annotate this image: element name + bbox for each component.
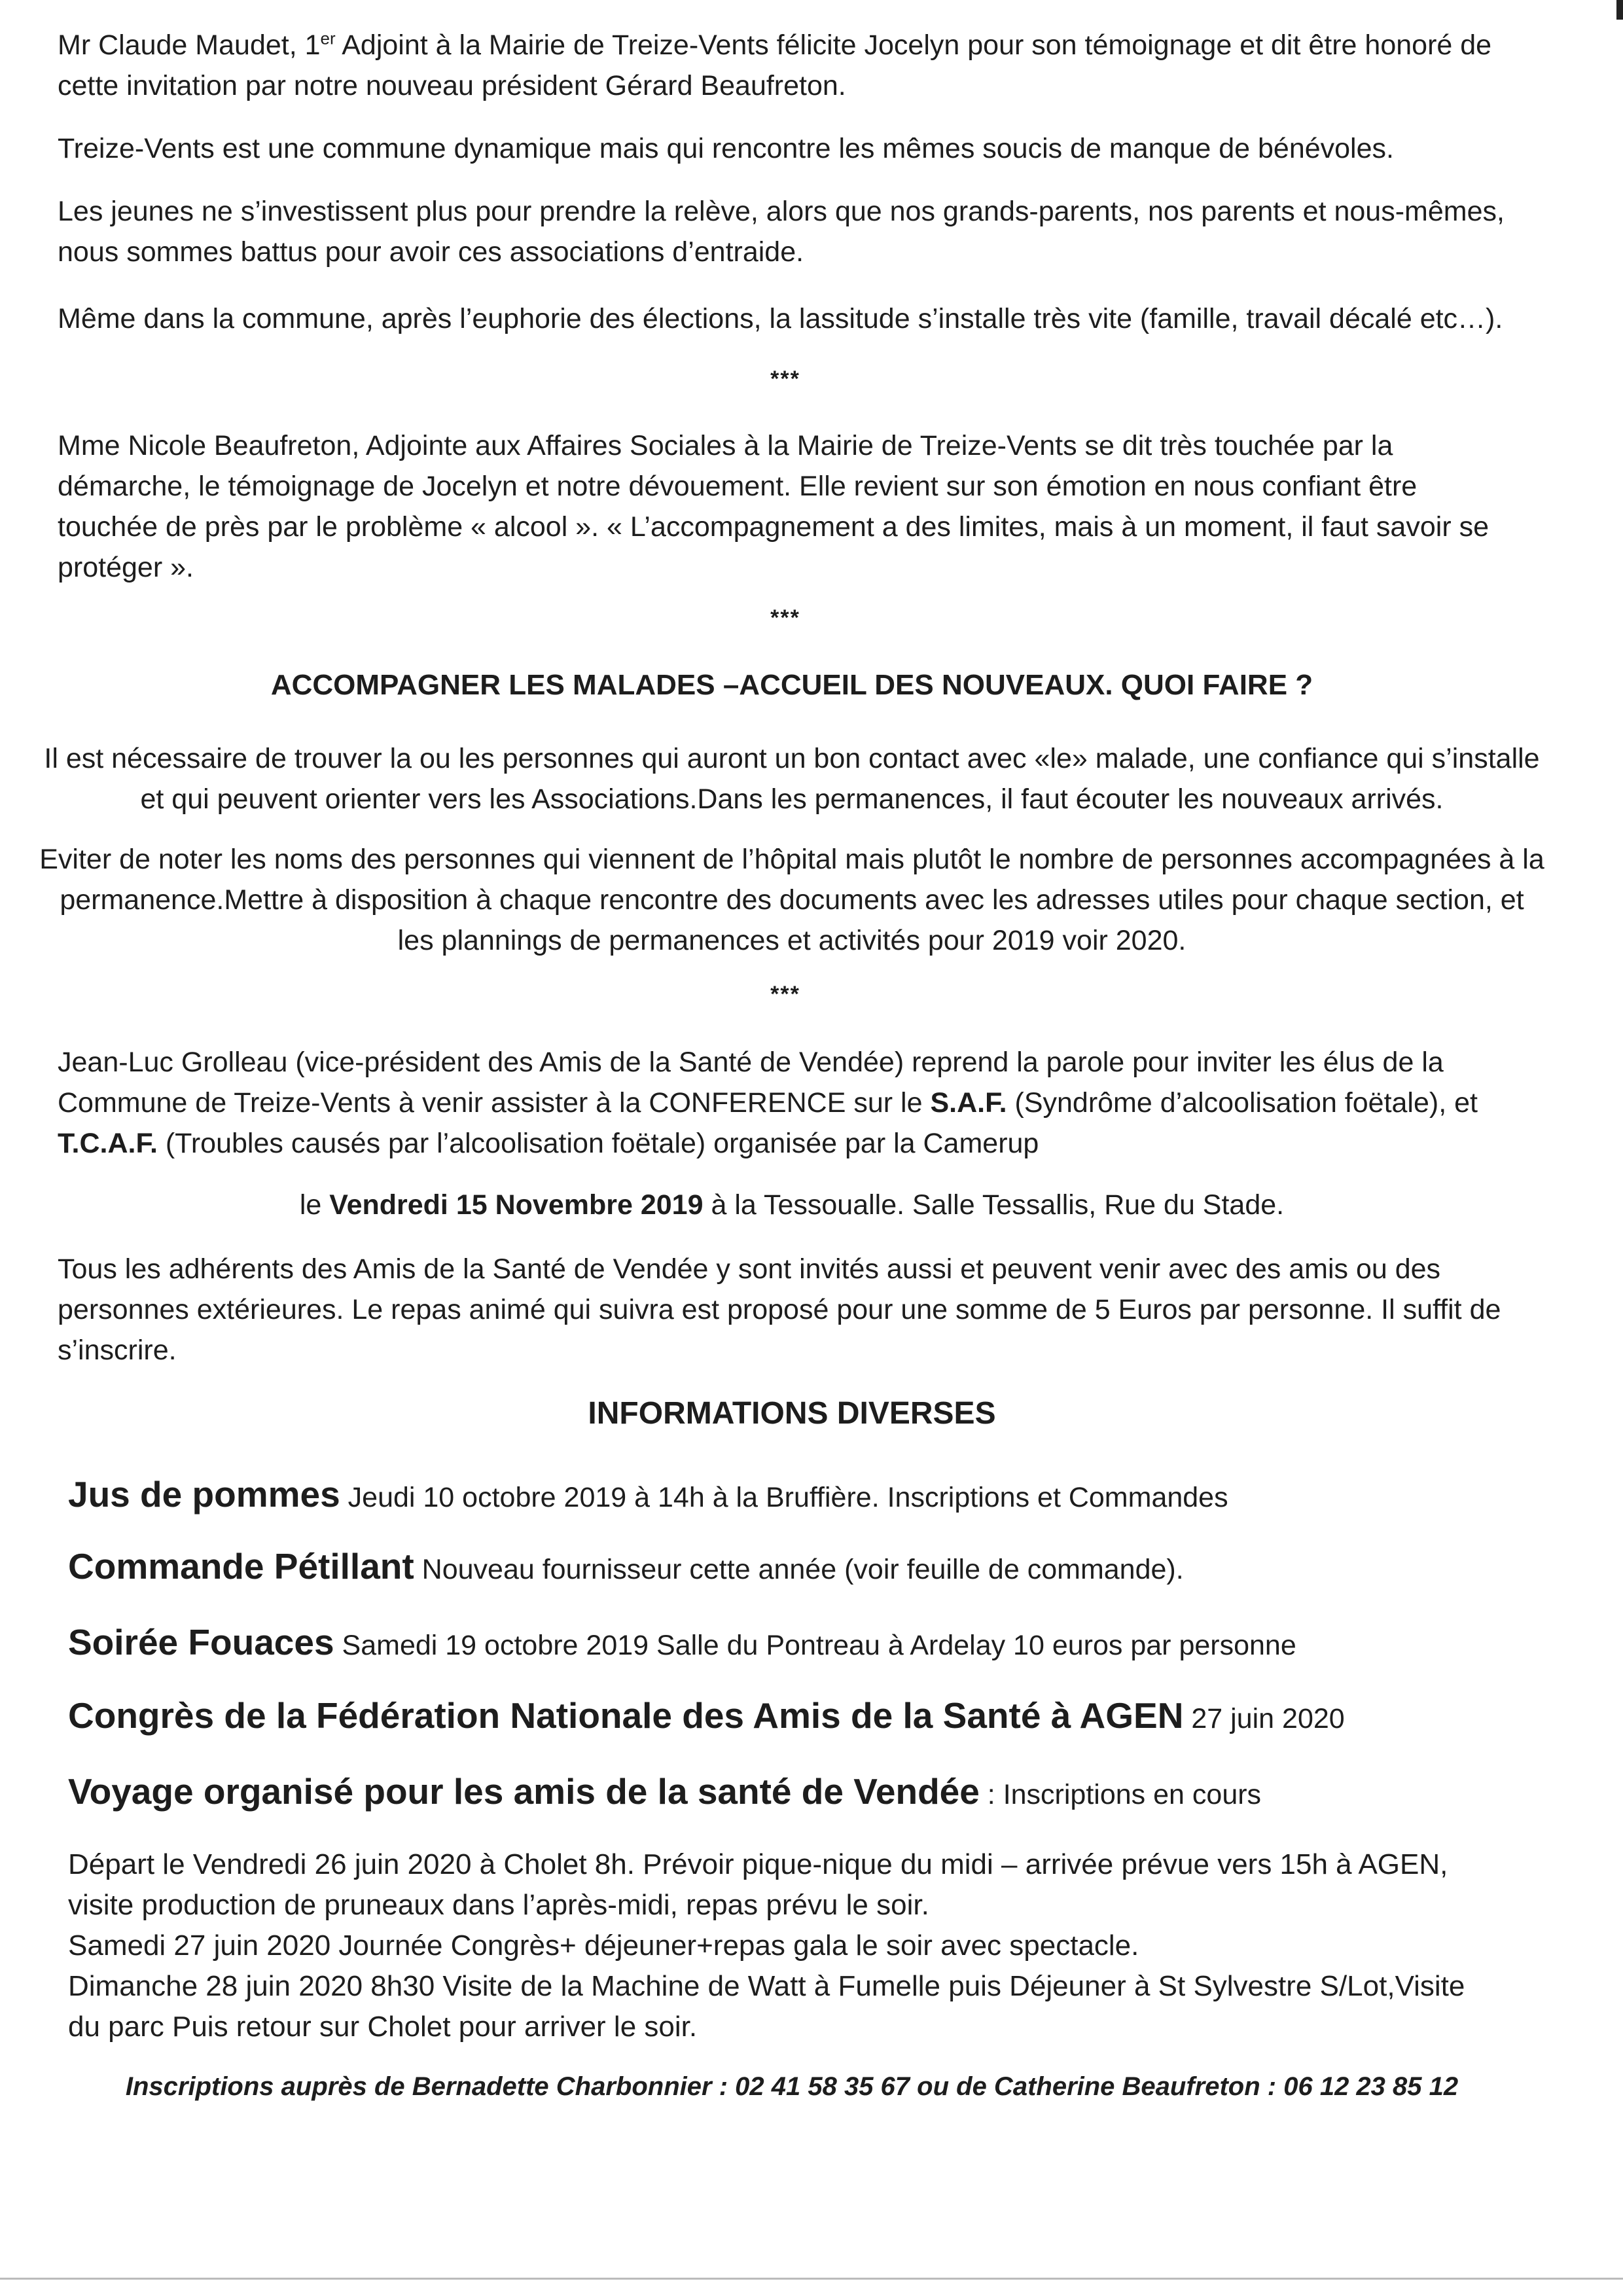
info-text: Nouveau fournisseur cette année (voir feuille de commande). <box>414 1554 1184 1585</box>
footer-inscriptions: Inscriptions auprès de Bernadette Charbonnier : 02 41 58 35 67 ou de Catherine Beaufreton : 06 12 23 85 12 <box>125 2072 1459 2101</box>
info-text: Jeudi 10 octobre 2019 à 14h à la Bruffière. Inscriptions et Commandes <box>340 1482 1228 1513</box>
scan-bottom-line <box>0 2278 1623 2280</box>
paragraph-eviter: Eviter de noter les noms des personnes qui viennent de l’hôpital mais plutôt le nombre de personnes accompagnées à la permanence.Mettre à disposition à chaque rencontre des documents avec les adresses utiles pour chaque section, et les plannings de permanences et activités pour 2019 voir 2020. <box>39 844 1544 956</box>
tcaf-description: (Troubles causés par l’alcoolisation foëtale) organisée par la Camerup <box>157 1128 1039 1159</box>
heading-accompagner: ACCOMPAGNER LES MALADES –ACCUEIL DES NOUVEAUX. QUOI FAIRE ? <box>270 669 1313 701</box>
separator-stars: *** <box>770 605 800 630</box>
info-item-congres <box>68 1695 1547 1739</box>
acronym-tcaf: T.C.A.F. <box>58 1128 158 1159</box>
separator-stars: *** <box>770 982 800 1007</box>
acronym-saf: S.A.F. <box>930 1087 1007 1119</box>
info-item-soiree-fouaces <box>68 1622 1547 1666</box>
paragraph-conference-date <box>39 1185 1544 1225</box>
info-item-voyage <box>68 1771 1547 1815</box>
info-text: Samedi 19 octobre 2019 Salle du Pontreau à Ardelay 10 euros par personne <box>334 1630 1296 1661</box>
paragraph-contact: Il est nécessaire de trouver la ou les personnes qui auront un bon contact avec «le» malade, une confiance qui s’installe et qui peuvent orienter vers les Associations.Dans les permanences, il faut écouter les nouveaux arrivés. <box>44 743 1540 815</box>
date-prefix: le <box>299 1189 330 1221</box>
grolleau-intro: Jean-Luc Grolleau (vice-président des Amis de la Santé de Vendée) reprend la parole pour inviter les élus de la Commune de Treize-Vents à venir assister à la CONFERENCE sur le <box>58 1047 1444 1119</box>
paragraph-adherents: Tous les adhérents des Amis de la Santé de Vendée y sont invités aussi et peuvent venir avec des amis ou des personnes extérieures. Le repas animé qui suivra est proposé pour une somme de 5 Euros par personne. Il suffit de s’inscrire. <box>58 1253 1501 1366</box>
conference-date: Vendredi 15 Novembre 2019 <box>329 1189 704 1221</box>
info-item-commande-petillant <box>68 1546 1547 1590</box>
paragraph-dynamique: Treize-Vents est une commune dynamique mais qui rencontre les mêmes soucis de manque de bénévoles. <box>58 133 1394 164</box>
info-label: Commande Pétillant <box>68 1546 414 1587</box>
info-label: Voyage organisé pour les amis de la santé de Vendée <box>68 1771 980 1812</box>
info-item-jus-de-pommes <box>68 1474 1547 1518</box>
info-label: Soirée Fouaces <box>68 1622 334 1662</box>
voyage-day-3: Dimanche 28 juin 2020 8h30 Visite de la Machine de Watt à Fumelle puis Déjeuner à St Sylvestre S/Lot,Visite du parc Puis retour sur Cholet pour arriver le soir. <box>68 1970 1465 2043</box>
heading-informations-diverses: INFORMATIONS DIVERSES <box>588 1396 996 1431</box>
paragraph-grolleau <box>58 1042 1524 1164</box>
paragraph-maudet <box>58 25 1524 106</box>
maudet-text-start: Mr Claude Maudet, 1 <box>58 29 321 61</box>
info-text: 27 juin 2020 <box>1183 1703 1345 1734</box>
info-text: : Inscriptions en cours <box>979 1779 1262 1810</box>
maudet-text-end: Adjoint à la Mairie de Treize-Vents félicite Jocelyn pour son témoignage et dit être honoré de cette invitation par notre nouveau président Gérard Beaufreton. <box>58 29 1492 101</box>
saf-description: (Syndrôme d’alcoolisation foëtale), et <box>1007 1087 1478 1119</box>
paragraph-meme: Même dans la commune, après l’euphorie des élections, la lassitude s’installe très vite (famille, travail décalé etc…). <box>58 303 1503 334</box>
info-label: Jus de pommes <box>68 1474 340 1515</box>
voyage-day-1: Départ le Vendredi 26 juin 2020 à Cholet 8h. Prévoir pique-nique du midi – arrivée prévue vers 15h à AGEN, visite production de pruneaux dans l’après-midi, repas prévu le soir. <box>68 1848 1448 1921</box>
scan-edge-mark <box>1616 0 1623 20</box>
separator-stars: *** <box>770 367 800 391</box>
voyage-day-2: Samedi 27 juin 2020 Journée Congrès+ déjeuner+repas gala le soir avec spectacle. <box>68 1929 1139 1962</box>
paragraph-jeunes: Les jeunes ne s’investissent plus pour prendre la relève, alors que nos grands-parents, nos parents et nous-mêmes, nous sommes battus pour avoir ces associations d’entraide. <box>58 196 1505 268</box>
paragraph-nicole-beaufreton: Mme Nicole Beaufreton, Adjointe aux Affaires Sociales à la Mairie de Treize-Vents se dit très touchée par la démarche, le témoignage de Jocelyn et notre dévouement. Elle revient sur son émotion en nous confiant être touchée de près par le problème « alcool ». « L’accompagnement a des limites, mais à un moment, il faut savoir se protéger ». <box>58 430 1489 583</box>
superscript-er: er <box>320 28 336 48</box>
conference-location: à la Tessoualle. Salle Tessallis, Rue du Stade. <box>703 1189 1285 1221</box>
info-label: Congrès de la Fédération Nationale des Amis de la Santé à AGEN <box>68 1695 1184 1736</box>
